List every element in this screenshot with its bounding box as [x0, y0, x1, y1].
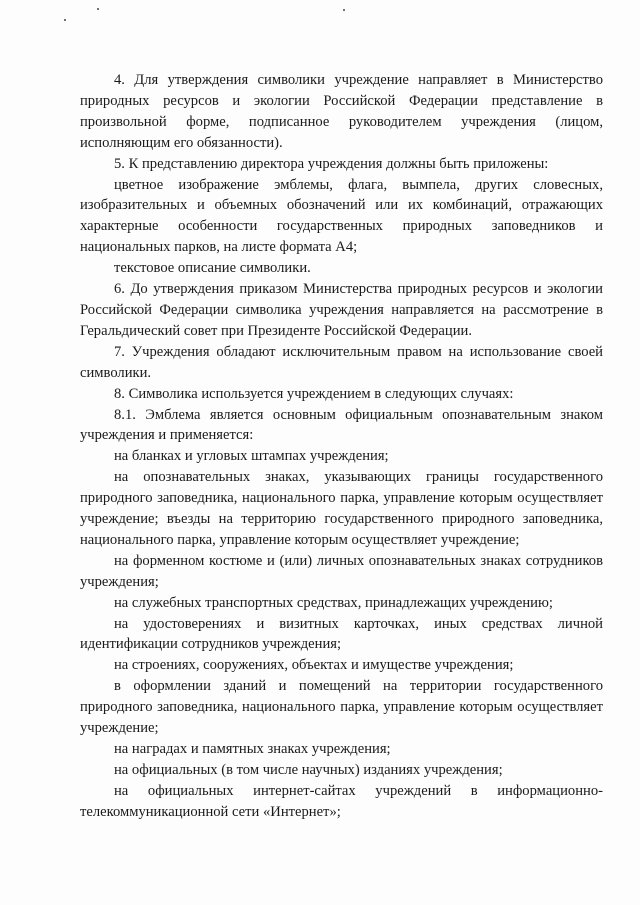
paragraph: на форменном костюме и (или) личных опознавательных знаках сотрудников учреждения; [80, 552, 603, 590]
paragraph: на опознавательных знаках, указывающих границы государственного природного заповедника, национального парка, управление которым осуществляет учреждение; въезды на территорию государственного природного заповедника, национального парка, управление которым осуществляет учреждение; [80, 469, 603, 548]
paragraph: текстовое описание символики. [114, 260, 311, 277]
paragraph: на официальных (в том числе научных) изданиях учреждения; [114, 761, 503, 778]
paragraph: 7. Учреждения обладают исключительным правом на использование своей символики. [80, 343, 603, 381]
scan-speck [343, 9, 345, 11]
paragraph: 4. Для утверждения символики учреждение направляет в Министерство природных ресурсов и экологии Российской Федерации представление в произвольной форме, подписанное руководителем учреждения (лицом, исполняющим его обязанности). [80, 72, 603, 151]
scan-speck [64, 19, 66, 21]
paragraph: 6. До утверждения приказом Министерства природных ресурсов и экологии Российской Федерации символика учреждения направляется на рассмотрение в Геральдический совет при Президенте Российской Федерации. [80, 281, 603, 339]
paragraph: цветное изображение эмблемы, флага, вымпела, других словесных, изобразительных и объемных обозначений или их комбинаций, отражающих характерные особенности государственных природных заповедников и национальных парков, на листе формата А4; [80, 176, 603, 256]
paragraph: на официальных интернет-сайтах учреждений в информационно-телекоммуникационной сети «Интернет»; [80, 782, 603, 820]
paragraph: на строениях, сооружениях, объектах и имуществе учреждения; [114, 657, 514, 674]
paragraph: 8.1. Эмблема является основным официальным опознавательным знаком учреждения и применяется: [80, 406, 603, 444]
paragraph: на наградах и памятных знаках учреждения; [114, 741, 391, 757]
paragraph: на бланках и угловых штампах учреждения; [114, 448, 389, 465]
scan-speck [97, 8, 99, 10]
paragraph: на удостоверениях и визитных карточках, иных средствах личной идентификации сотрудников учреждения; [80, 615, 603, 653]
paragraph: 8. Символика используется учреждением в следующих случаях: [114, 385, 514, 402]
paragraph: в оформлении зданий и помещений на территории государственного природного заповедника, национального парка, управление которым осуществляет учреждение; [80, 678, 603, 737]
paragraph: на служебных транспортных средствах, принадлежащих учреждению; [114, 594, 553, 611]
document-body [80, 70, 603, 823]
paragraph: 5. К представлению директора учреждения должны быть приложены: [114, 155, 549, 172]
